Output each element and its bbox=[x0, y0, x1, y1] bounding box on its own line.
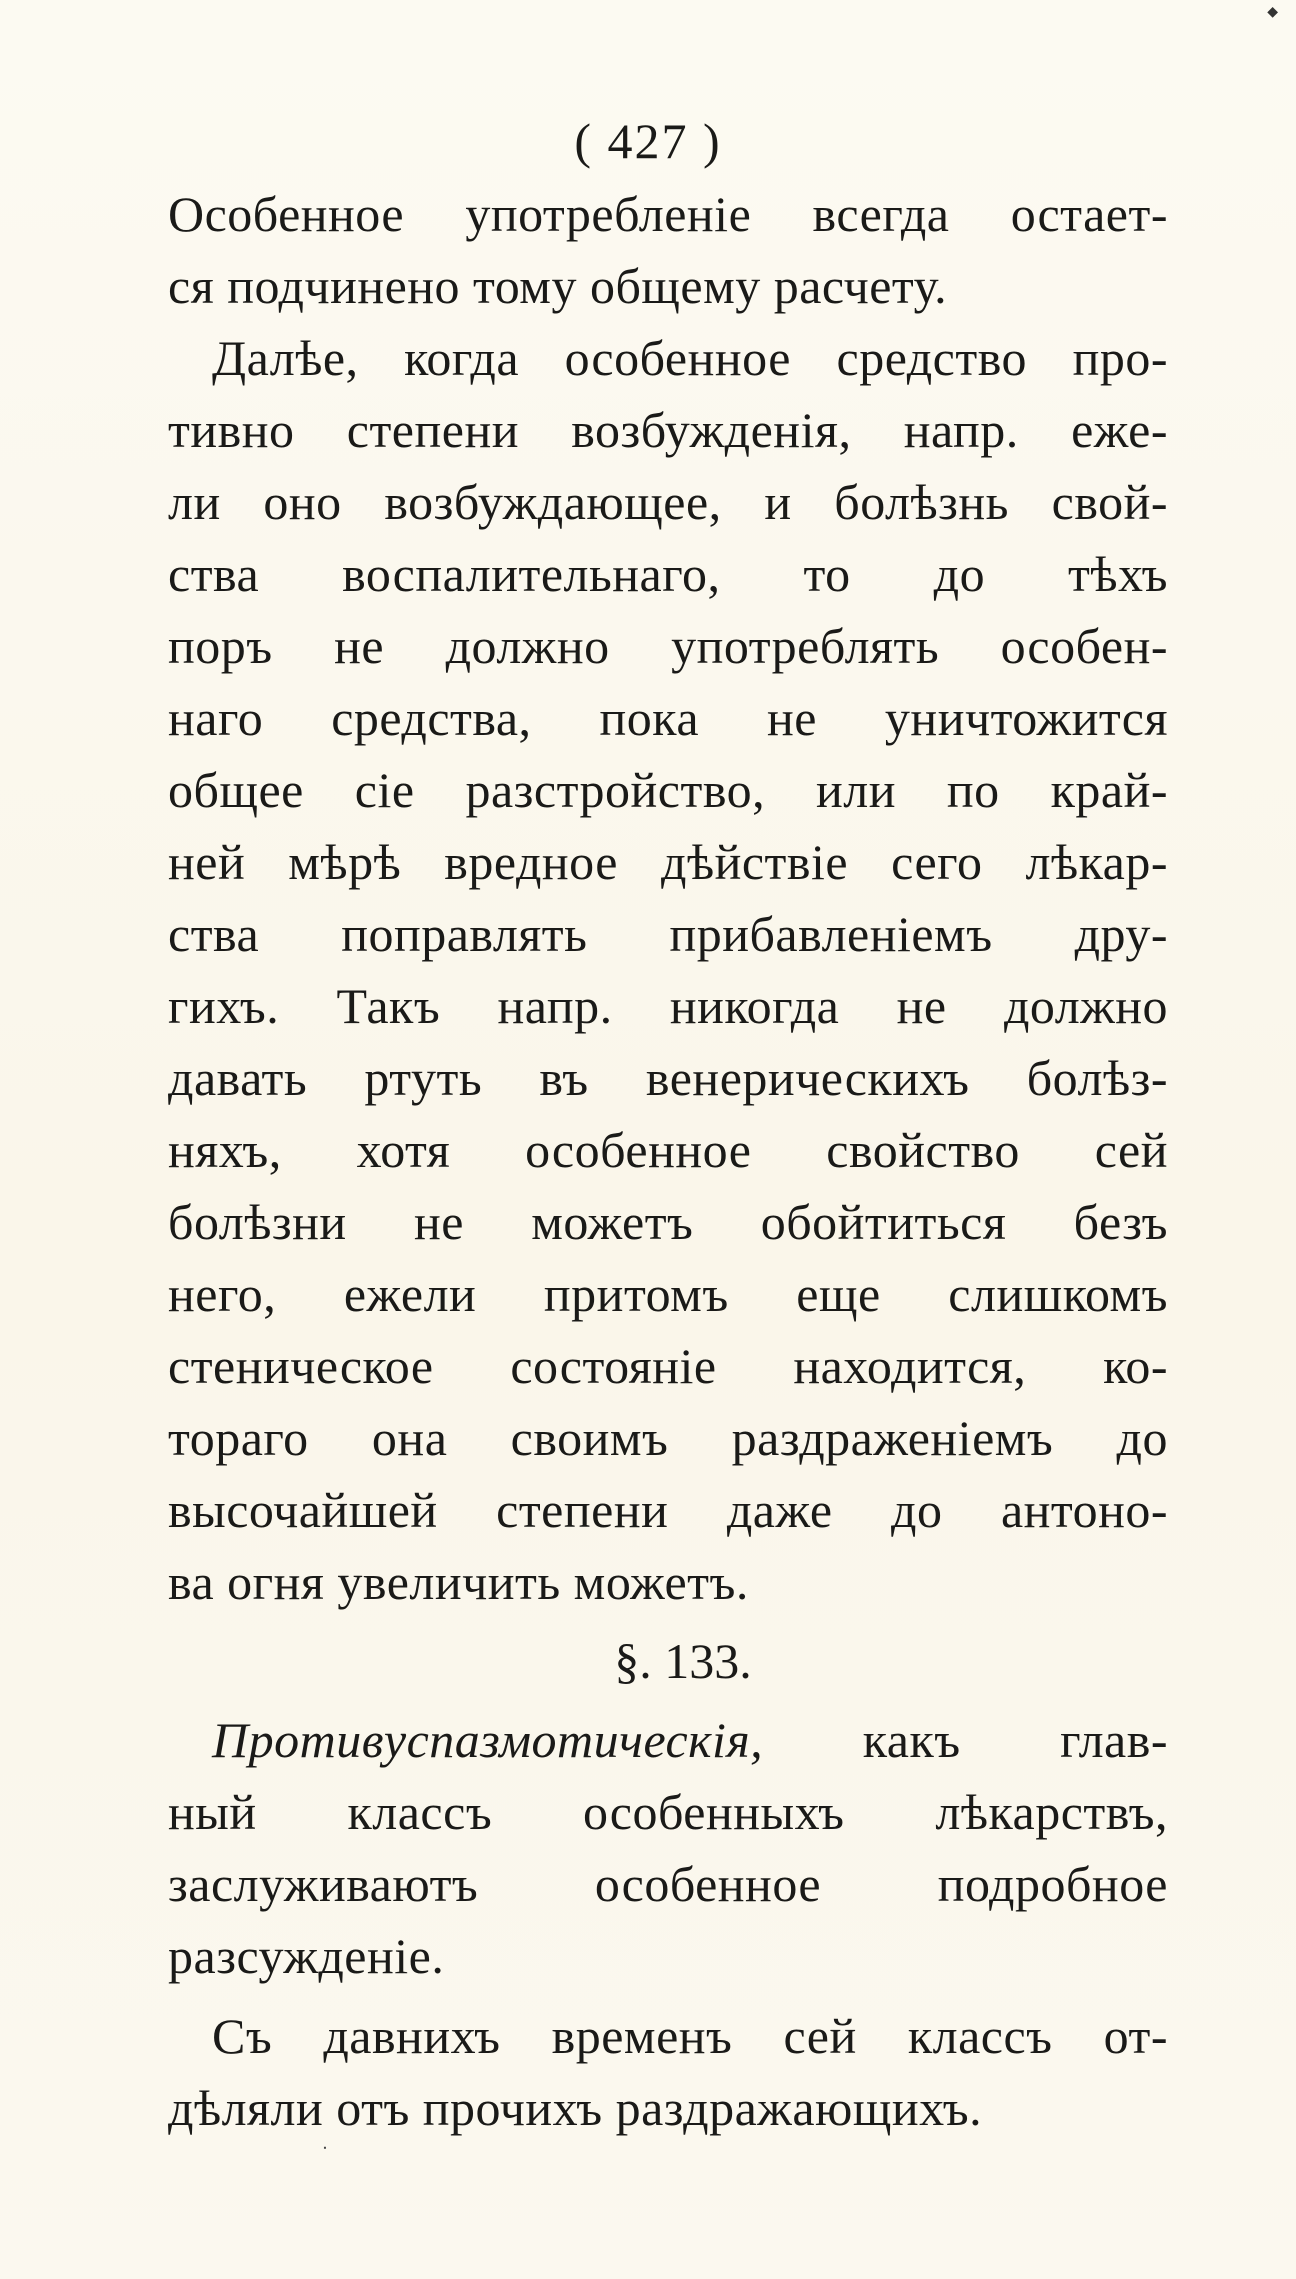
text-line: ва огня увеличить можетъ. bbox=[168, 1554, 749, 1610]
text-line: поръ не должно употреблять особен- bbox=[168, 618, 1168, 674]
text-line: гихъ. Такъ напр. никогда не должно bbox=[168, 978, 1168, 1034]
text-line: тивно степени возбужденія, напр. еже- bbox=[168, 402, 1168, 458]
text-line: давать ртуть въ венерическихъ болѣз- bbox=[168, 1050, 1168, 1106]
text-line: него, ежели притомъ еще слишкомъ bbox=[168, 1266, 1168, 1322]
section-heading: §. 133. bbox=[614, 1633, 752, 1689]
text-line: Съ давнихъ временъ сей классъ от- bbox=[212, 2008, 1168, 2064]
body-text bbox=[168, 178, 1168, 2144]
text-line: заслуживаютъ особенное подробное bbox=[168, 1856, 1168, 1912]
text-line: Далѣе, когда особенное средство про- bbox=[212, 330, 1168, 386]
italic-term: Противуспазмотическія, bbox=[212, 1712, 764, 1768]
text-line: ства воспалительнаго, то до тѣхъ bbox=[168, 546, 1168, 602]
text-line: ней мѣрѣ вредное дѣйствіе сего лѣкар- bbox=[168, 834, 1168, 890]
text-fragment: какъ глав- bbox=[763, 1712, 1168, 1768]
text-line: высочайшей степени даже до антоно- bbox=[168, 1482, 1168, 1538]
text-line: дѣляли отъ прочихъ раздражающихъ. bbox=[168, 2080, 983, 2136]
page-number: ( 427 ) bbox=[574, 113, 722, 169]
text-line: разсужденіе. bbox=[168, 1928, 445, 1984]
text-line: ли оно возбуждающее, и болѣзнь свой- bbox=[168, 474, 1168, 530]
text-line bbox=[168, 1704, 1168, 1776]
text-line: тораго она своимъ раздраженіемъ до bbox=[168, 1410, 1168, 1466]
text-line: няхъ, хотя особенное свойство сей bbox=[168, 1122, 1168, 1178]
text-line: наго средства, пока не уничтожится bbox=[168, 690, 1168, 746]
text-line: ства поправлять прибавленіемъ дру- bbox=[168, 906, 1168, 962]
text-line: болѣзни не можетъ обойтиться безъ bbox=[168, 1194, 1168, 1250]
text-line: общее сіе разстройство, или по край- bbox=[168, 762, 1168, 818]
text-line: ся подчинено тому общему расчету. bbox=[168, 258, 948, 314]
text-line: ный классъ особенныхъ лѣкарствъ, bbox=[168, 1784, 1168, 1840]
corner-dot-mark: ◆ bbox=[1267, 4, 1278, 20]
ink-speck-mark: ᐧ bbox=[322, 2136, 328, 2160]
text-line: стеническое состояніе находится, ко- bbox=[168, 1338, 1168, 1394]
text-line: Особенное употребленіе всегда остает- bbox=[168, 186, 1168, 242]
